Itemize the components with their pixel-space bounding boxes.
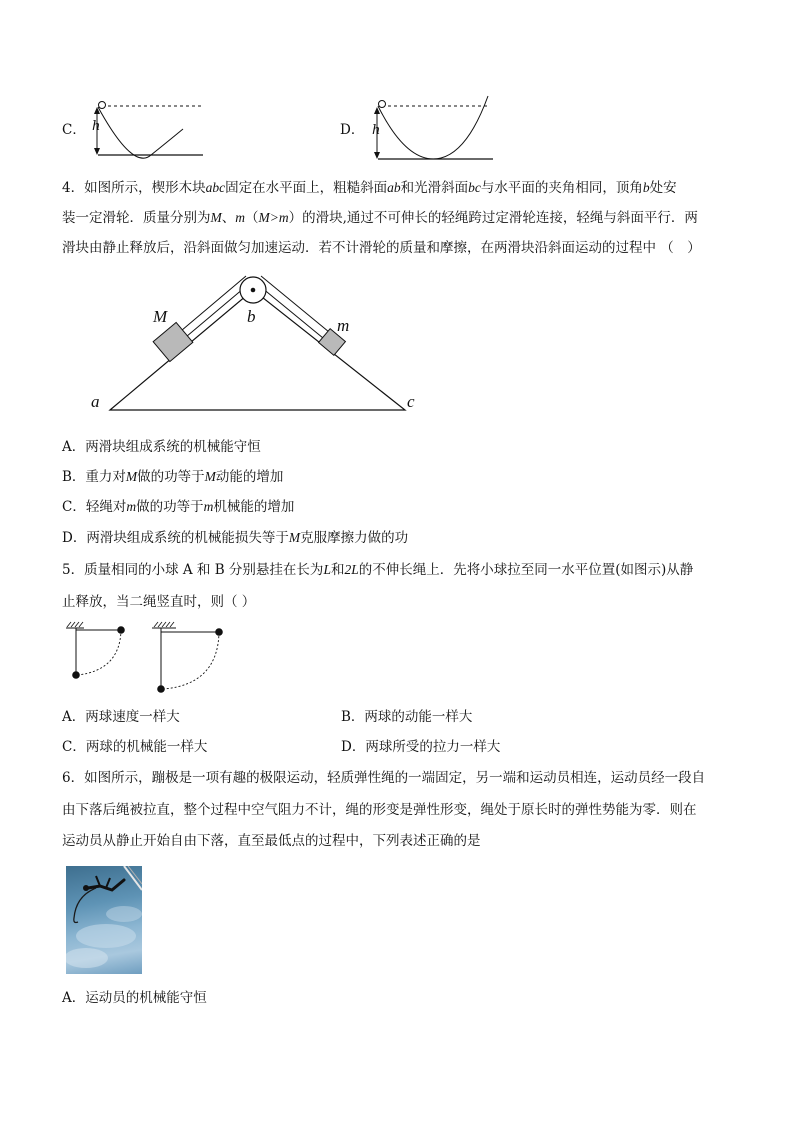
q5-stem-line-1: 5．质量相同的小球 A 和 B 分别悬挂在长为L和2L的不伸长绳上．先将小球拉至同一水平位置(如图示)从静 [62,562,694,578]
q3-graph-c [88,96,208,160]
graph-d-h-label: h [372,123,381,138]
label-c: c [407,392,415,411]
q3-option-c [62,118,86,138]
bungee-jumper-photo [66,866,142,974]
trajectory-curve [378,96,488,159]
ceiling-hatch-a [67,622,83,627]
q5-option-a: A．两球速度一样大 [62,709,180,725]
ball-start-circle [379,101,386,108]
q5-option-d: D．两球所受的拉力一样大 [341,739,501,755]
arc-a [78,630,121,675]
q6-option-a: A．运动员的机械能守恒 [62,990,207,1006]
q6-stem-line-1: 6．如图所示，蹦极是一项有趣的极限运动，轻质弹性绳的一端固定，另一端和运动员相连，运动员经一段自 [62,770,706,786]
ball-b-bottom [157,685,165,693]
label-b: b [247,307,256,326]
q6-stem-line-3: 运动员从静止开始自由下落，直至最低点的过程中，下列表述正确的是 [62,833,481,849]
arc-b [164,632,219,689]
q3-graph-d [368,96,498,166]
q5-option-b: B．两球的动能一样大 [341,709,473,725]
q5-stem-line-2: 止释放，当二绳竖直时，则（ ） [62,594,256,610]
q4-option-d: D．两滑块组成系统的机械能损失等于M克服摩擦力做的功 [62,530,409,546]
q5-pendulum-figure [60,618,240,698]
height-arrow-down [94,148,100,155]
q4-stem-line-3: 滑块由静止释放后，沿斜面做匀加速运动．若不计滑轮的质量和摩擦，在两滑块沿斜面运动的过程中 （ ） [62,240,701,256]
trajectory-curve [98,107,183,158]
q4-stem-line-2: 装一定滑轮．质量分别为M、m（M>m）的滑块,通过不可伸长的轻绳跨过定滑轮连接，轻绳与斜面平行．两 [62,210,698,226]
label-m: m [337,316,350,335]
option-c-label: C． [62,122,86,138]
height-arrow-down [374,152,380,159]
graph-c-h-label: h [92,119,101,134]
pulley-axle [251,288,256,293]
q4-option-b: B．重力对M做的功等于M动能的增加 [62,469,284,485]
q5-option-c: C．两球的机械能一样大 [62,739,208,755]
q4-stem-line-1: 4．如图所示，楔形木块abc固定在水平面上，粗糙斜面ab和光滑斜面bc与水平面的夹角相同，顶角b处安 [62,180,677,196]
q4-wedge-figure [85,270,435,420]
ceiling-hatch-b [154,622,174,627]
label-a: a [91,392,100,411]
q6-stem-line-2: 由下落后绳被拉直，整个过程中空气阻力不计，绳的形变是弹性形变，绳处于原长时的弹性势能为零．则在 [62,802,697,818]
q4-option-c: C．轻绳对m做的功等于m机械能的增加 [62,499,295,515]
label-M: M [153,307,168,326]
ball-start-circle [99,102,106,109]
q3-option-d [340,118,364,138]
option-d-label: D． [340,122,365,138]
q4-option-a: A．两滑块组成系统的机械能守恒 [62,439,261,455]
